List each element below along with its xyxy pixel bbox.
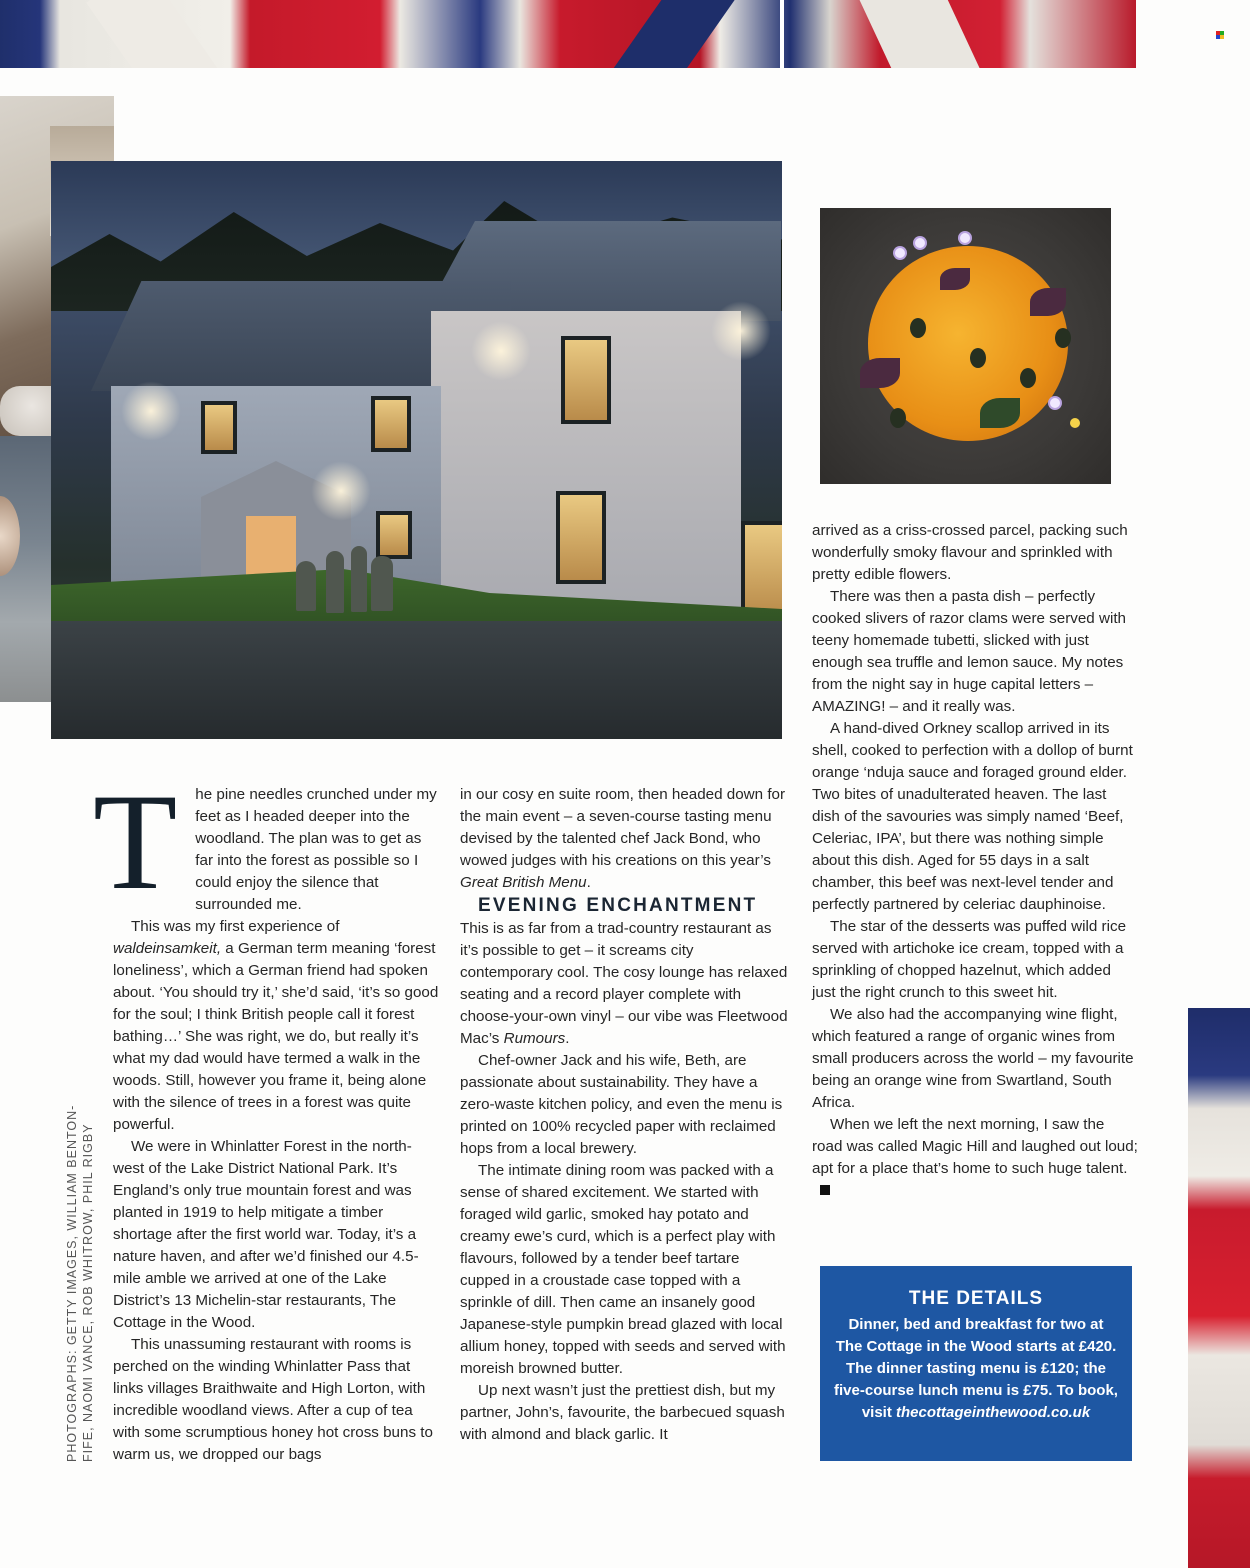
scallop-shell-photo: [0, 436, 51, 702]
paragraph-13: The star of the desserts was puffed wild rice served with artichoke ice cream, topped with a sprinkling of chopped hazelnut, which added just the right crunch to this sweet hit.: [812, 918, 1127, 1001]
paragraph-11: There was then a pasta dish – perfectly cooked slivers of razor clams were served with teeny homemade tubetti, slicked with just enough sea truffle and lemon sauce. My notes from the night say in huge capital letters – AMAZING! – and it really was.: [812, 588, 1126, 715]
article-column-3: [812, 520, 1138, 1202]
paragraph-14: We also had the accompanying wine flight, which featured a range of organic wines from small producers across the world – my favourite being an orange wine from Swartland, South Africa.: [812, 1006, 1134, 1111]
paragraph-9: Up next wasn’t just the prettiest dish, but my partner, John’s, favourite, the barbecued squash with almond and black garlic. It: [460, 1382, 785, 1443]
paragraph-5: in our cosy en suite room, then headed down for the main event – a seven-course tasting menu devised by the talented chef Jack Bond, who wowed judges with his creations on this year’s Great British Menu.: [460, 786, 786, 891]
paragraph-7: Chef-owner Jack and his wife, Beth, are passionate about sustainability. They have a zero-waste kitchen policy, and even the menu is printed on 100% recycled paper with reclaimed hops from a local brewery.: [460, 1052, 783, 1157]
cottage-hero-photo: [51, 161, 782, 739]
details-body: Dinner, bed and breakfast for two at The Cottage in the Wood starts at £420. The dinner tasting menu is £120; the five-course lunch menu is £75. To book, visit thecottageinthewood.co.uk: [834, 1316, 1118, 1421]
paragraph-8: The intimate dining room was packed with a sense of shared excitement. We started with foraged wild garlic, smoked hay potato and creamy ewe’s curd, which is a perfect play with flavours, followed by a tender beef tartare cupped in a croustade case topped with a sprinkle of dill. Then came an insanely good Japanese-style pumpkin bread glazed with local allium honey, topped with seeds and served with moreish browned butter.: [460, 1162, 786, 1377]
article-column-1: [93, 765, 443, 1466]
drop-cap: T: [93, 765, 178, 918]
page-corner-logo-icon: [1216, 31, 1224, 39]
details-title: THE DETAILS: [908, 1288, 1044, 1309]
paragraph-2: This was my first experience of waldeinsamkeit, a German term meaning ‘forest loneliness’, which a German friend had spoken about. ‘You should try it,’ she’d said, ‘it’s so good for the soul; I think British people call it forest bathing…’ She was right, we do, but really it’s what my dad would have termed a walk in the woods. Still, however you frame it, being alone with the silence of trees in a forest was quite powerful.: [113, 918, 439, 1133]
paragraph-3: We were in Whinlatter Forest in the north-west of the Lake District National Park. It’s England’s only true mountain forest and was planted in 1919 to help mitigate a timber shortage after the first world war. Today, it’s a nature haven, and after we’d finished our 4.5-mile amble we arrived at one of the Lake District’s 13 Michelin-star restaurants, The Cottage in the Wood.: [113, 1138, 419, 1331]
paragraph-15: When we left the next morning, I saw the road was called Magic Hill and laughed out loud; apt for a place that’s home to such huge talent.: [812, 1114, 1138, 1202]
details-box: [820, 1266, 1132, 1461]
photo-credit: PHOTOGRAPHS: GETTY IMAGES, WILLIAM BENTON-FIFE, NAOMI VANCE, ROB WHITROW, PHIL RIGBY: [65, 1104, 95, 1462]
section-heading: EVENING ENCHANTMENT: [478, 895, 758, 916]
union-jack-banner-image: [0, 0, 1136, 68]
paragraph-4: This unassuming restaurant with rooms is perched on the winding Whinlatter Pass that links villages Braithwaite and High Lorton, with incredible woodland views. After a cup of tea with some scrumptious honey hot cross buns to warm us, we dropped our bags: [113, 1336, 433, 1463]
squash-dish-photo: [820, 208, 1111, 484]
booking-link[interactable]: thecottageinthewood.co.uk: [896, 1404, 1091, 1421]
paragraph-12: A hand-dived Orkney scallop arrived in its shell, cooked to perfection with a dollop of burnt orange ‘nduja sauce and foraged ground elder. Two bites of unadulterated heaven. The last dish of the savouries was simply named ‘Beef, Celeriac, IPA’, but there was nothing simple about this dish. Aged for 55 days in a salt chamber, this beef was next-level tender and perfectly partnered by celeriac dauphinoise.: [812, 720, 1133, 913]
paragraph-1: he pine needles crunched under my feet as I headed deeper into the woodland. The plan was to get as far into the forest as possible so I could enjoy the silence that surrounded me.: [195, 786, 437, 913]
paragraph-6: This is as far from a trad-country restaurant as it’s possible to get – it screams city contemporary cool. The cosy lounge has relaxed seating and a record player complete with choose-your-own vinyl – our vibe was Fleetwood Mac’s Rumours.: [460, 920, 788, 1047]
article-column-2: [460, 784, 790, 1446]
end-mark-icon: [820, 1185, 830, 1195]
union-jack-edge-image: [1188, 1008, 1250, 1568]
paragraph-10: arrived as a criss-crossed parcel, packing such wonderfully smoky flavour and sprinkled with pretty edible flowers.: [812, 522, 1128, 583]
